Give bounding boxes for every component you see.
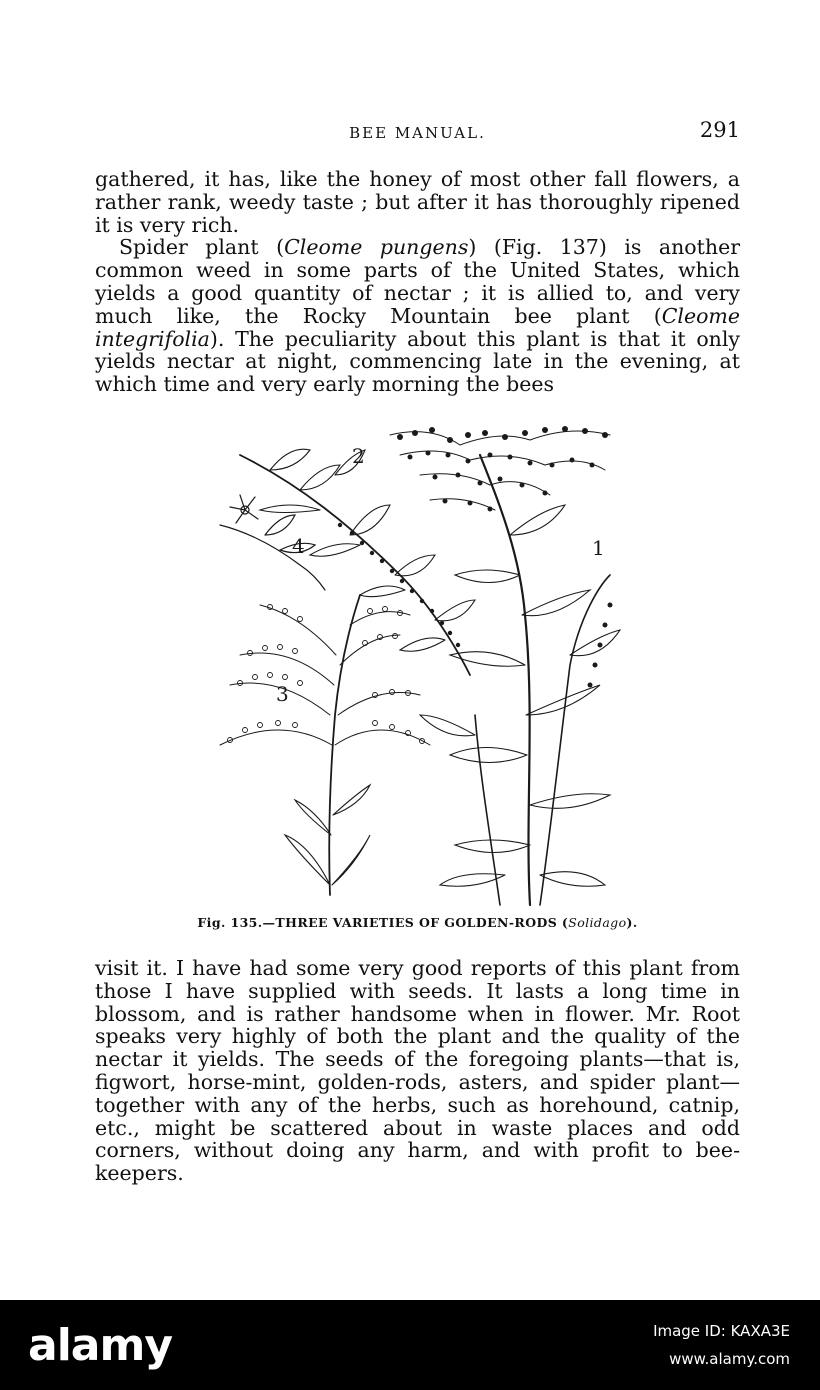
goldenrod-illustration xyxy=(200,415,640,915)
figure-label-1: 1 xyxy=(592,536,605,560)
running-head: BEE MANUAL. xyxy=(349,124,486,142)
spider-plant-text-a: Spider plant ( xyxy=(119,235,285,260)
plant-1-stem xyxy=(475,455,610,905)
spider-plant-text-b: ) (Fig. 137) is another common weed in some parts of the United States, which yields a good quantity of nectar ; it is allied to, and very much like, the Rocky Mountain bee plant ( xyxy=(95,235,741,328)
watermark-banner xyxy=(0,1300,820,1390)
species-cleome-integrifolia: Cleome integrifolia xyxy=(95,303,740,351)
spider-plant-text-c: ). The peculiarity about this plant is that it only yields nectar at night, commencing late in the evening, at which time and very early morning the bees xyxy=(95,326,740,397)
plant-3-sprays xyxy=(220,605,430,745)
image-id-label: Image ID: KAXA3E xyxy=(653,1322,790,1340)
paragraph-seeds: visit it. I have had some very good reports of this plant from those I have supplied with seeds. It lasts a long time in blossom, and is rather handsome when in flower. Mr. Root speaks very highly of both the plant and the quality of the nectar it yields. The seeds of the foregoing plants—that is, figwort, horse-mint, golden-rods, asters, and spider plant—together with any of the herbs, such as horehound, catnip, etc., might be scattered about in waste places and odd corners, without doing any harm, and with profit to bee-keepers. xyxy=(95,956,740,1186)
alamy-logo: alamy xyxy=(28,1320,172,1371)
plant-3-florets xyxy=(228,605,425,744)
plant-4-sprig xyxy=(220,495,325,590)
page-header xyxy=(95,118,740,148)
caption-end: ). xyxy=(626,915,638,930)
caption-main: Fig. 135.—THREE VARIETIES OF GOLDEN-RODS ( xyxy=(197,915,569,930)
site-url: www.alamy.com xyxy=(669,1350,790,1368)
species-cleome-pungens: Cleome pungens xyxy=(284,235,469,260)
goldenrod-engraving xyxy=(200,415,640,915)
plant-2-florets xyxy=(338,523,460,647)
bottom-text-block xyxy=(95,957,740,1185)
figure-label-3: 3 xyxy=(276,682,289,706)
paragraph-spider-plant xyxy=(95,236,740,396)
figure-labels xyxy=(276,444,605,706)
plant-2-stem xyxy=(240,455,470,675)
figure-label-2: 2 xyxy=(352,444,365,468)
plant-1-leaves xyxy=(420,505,620,886)
plant-3-lower-leaves xyxy=(285,785,370,885)
top-text-block xyxy=(95,168,740,396)
paragraph-goldenrod-honey: gathered, it has, like the honey of most other fall flowers, a rather rank, weedy taste ; but after it has thoroughly ripened it is very rich. xyxy=(95,167,740,237)
figure-label-4: 4 xyxy=(292,534,305,558)
plant-1-flowers xyxy=(390,431,610,510)
caption-genus: Solidago xyxy=(568,915,627,930)
page-number: 291 xyxy=(699,118,740,142)
figure-caption xyxy=(95,915,740,930)
plant-3-stem xyxy=(329,595,360,895)
